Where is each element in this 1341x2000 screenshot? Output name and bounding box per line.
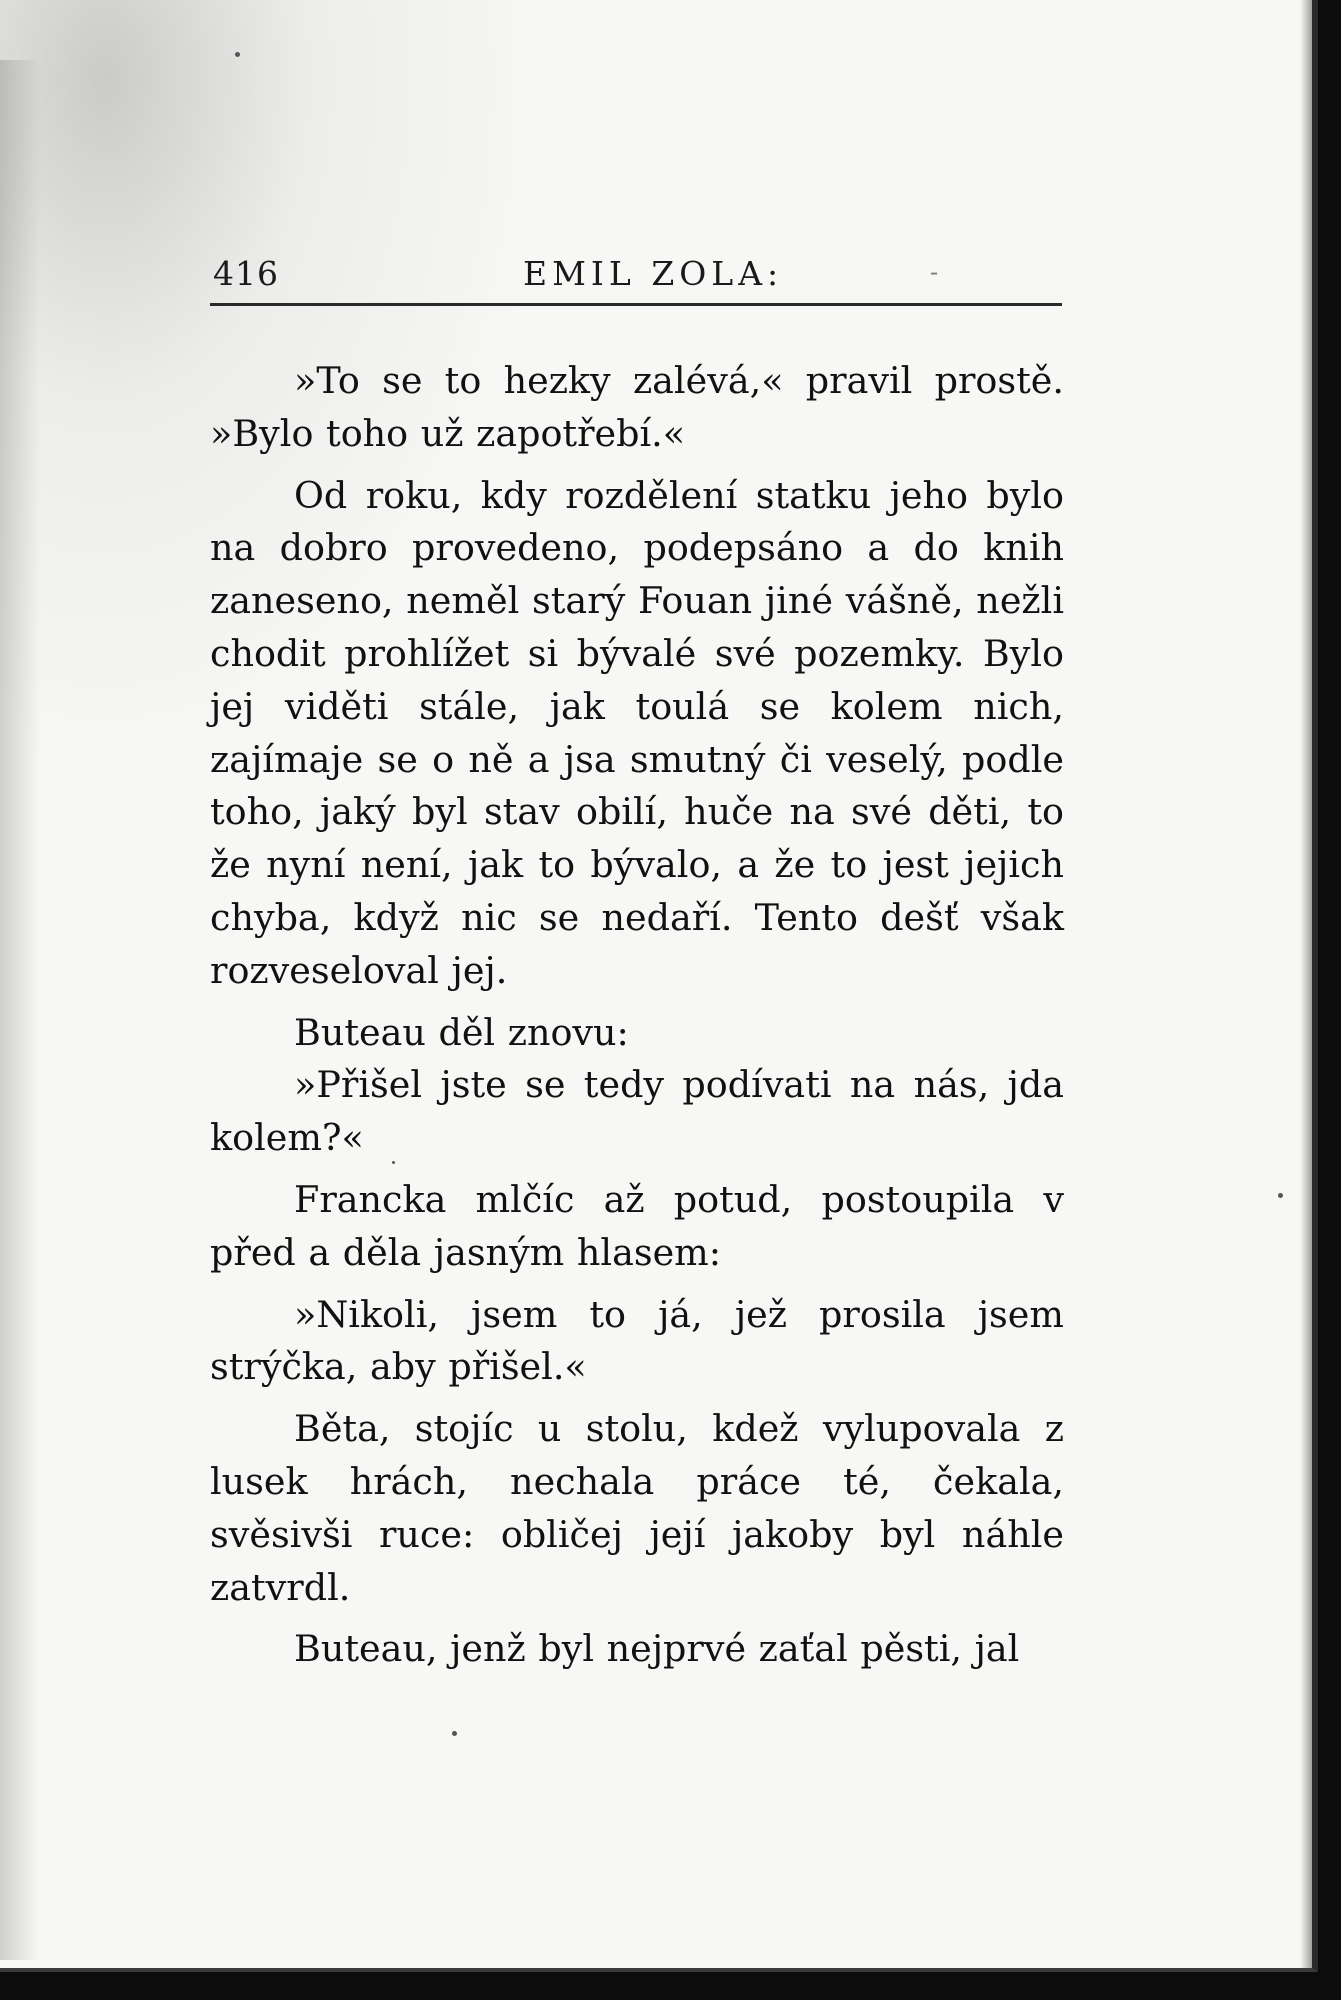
scan-speck	[392, 1161, 395, 1164]
paragraph: Od roku, kdy rozdělení statku jeho bylo na dobro provedeno, podepsáno a do knih zaneseno, neměl starý Fouan jiné vášně, nežli chodit prohlížet si bývalé své pozemky. Bylo jej viděti stále, jak toulá se kolem nich, zajímaje se o ně a jsa smutný či veselý, podle toho, jaký byl stav obilí, huče na své děti, to že nyní není, jak to bývalo, a že to jest jejich chyba, když nic se nedaří. Tento dešť však rozveseloval jej.	[210, 473, 1064, 992]
header-rule	[210, 303, 1062, 306]
paragraph: »Přišel jste se tedy podívati na nás, jda kolem?«	[210, 1063, 1064, 1160]
running-head	[213, 248, 1063, 298]
scan-speck	[1278, 1193, 1283, 1198]
paragraph: »To se to hezky zalévá,« pravil prostě. »Bylo toho už zapotřebí.«	[210, 359, 1064, 455]
page-edge-shadow	[1300, 0, 1312, 1968]
scan-speck	[235, 52, 240, 57]
body-text	[210, 355, 1064, 1676]
head-mark: -	[930, 258, 939, 286]
page-number: 416	[213, 254, 279, 293]
scan-smudge	[0, 60, 40, 1960]
running-title: EMIL ZOLA:	[523, 254, 784, 293]
paragraph: Francka mlčíc až potud, postoupila v před a děla jasným hlasem:	[210, 1177, 1064, 1274]
paragraph: »Nikoli, jsem to já, jež prosila jsem strýčka, aby přišel.«	[210, 1292, 1064, 1389]
paragraph: Buteau děl znovu:	[294, 1010, 629, 1054]
paragraph: Běta, stojíc u stolu, kdež vylupovala z lusek hrách, nechala práce té, čekala, svěsivši ruce: obličej její jakoby byl náhle zatvrdl.	[210, 1407, 1064, 1609]
scan-speck	[452, 1731, 457, 1736]
paragraph: Buteau, jenž byl nejprvé zaťal pěsti, jal	[294, 1627, 1020, 1671]
